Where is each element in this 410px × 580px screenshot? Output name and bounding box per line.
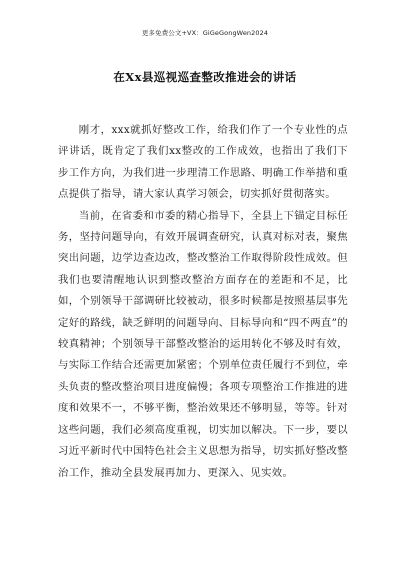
paragraph-opening: 刚才，xxx就抓好整改工作，给我们作了一个专业性的点评讲话，既肯定了我们xx整改的工作成效，也指出了我们下步工作方向，为我们进一步理清工作思路、明确工作举措和重点提供了指导，请大家认真学习领会，切实抓好贯彻落实。: [58, 124, 348, 201]
promo-header: 更多免费公文+VX：GiGeGongWen2024: [141, 29, 269, 37]
document-title: 在Xx县巡视巡查整改推进会的讲话: [113, 70, 297, 84]
document-body: [58, 120, 348, 484]
paragraph-current-situation: 当前，在省委和市委的精心指导下，全县上下锚定目标任务，坚持问题导向，有效开展调查研究，认真对标对表，聚焦突出问题，边学边查边改，整改整治工作取得阶段性成效。但我们也要清醒地认识到整改整治方面存在的差距和不足，比如，个别领导干部调研比较被动，很多时候都是按照基层事先定好的路线，缺乏鲜明的问题导向、目标导向和“四不两直”的较真精神；个别领导干部整改整治的运用转化不够及时有效，与实际工作结合还需更加紧密；个别单位责任履行不到位，牵头负责的整改整治项目进度偏慢；各项专项整治工作推进的进度和效果不一，不够平衡，整治效果还不够明显，等等。针对这些问题，我们必须高度重视，切实加以解决。下一步，要以习近平新时代中国特色社会主义思想为指导，切实抓好整改整治工作，推动全县发展再加力、更深入、见实效。: [58, 209, 348, 479]
